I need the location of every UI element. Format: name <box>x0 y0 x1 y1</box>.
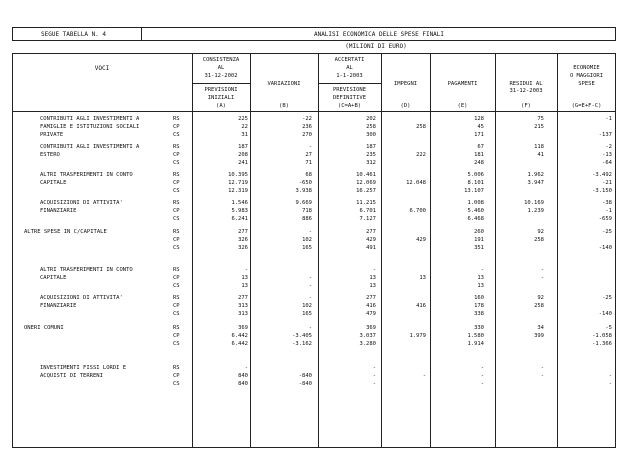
row-label: FINANZIARIE <box>40 208 77 214</box>
table-cell: 13 <box>241 283 248 289</box>
table-cell: 1.580 <box>467 333 484 339</box>
row-label: CAPITALE <box>40 180 67 186</box>
col-header-impegni-code: (D) <box>400 103 411 109</box>
table-cell: - <box>372 373 376 379</box>
table-cell: 479 <box>366 311 376 317</box>
col-divider <box>381 53 382 448</box>
table-cell: 67 <box>477 144 484 150</box>
table-cell: 13 <box>369 275 376 281</box>
col-header-consistenza-2: AL <box>217 65 225 71</box>
table-cell: -840 <box>298 373 312 379</box>
table-cell: 6.442 <box>231 333 248 339</box>
table-cell: -3.492 <box>592 172 612 178</box>
row-code: RS <box>173 295 180 301</box>
table-cell: 34 <box>537 325 544 331</box>
col-header-previsione-def-2: DEFINITIVE <box>332 95 367 101</box>
col-header-previsione-def-1: PREVISIONE <box>332 87 367 93</box>
table-cell: 3.037 <box>359 333 376 339</box>
table-cell: 187 <box>238 144 248 150</box>
row-code: CP <box>173 180 180 186</box>
table-reference: SEGUE TABELLA N. 4 <box>41 31 107 38</box>
table-cell: 75 <box>537 116 544 122</box>
table-cell: 71 <box>305 160 312 166</box>
table-cell: 9.669 <box>295 200 312 206</box>
table-cell: 338 <box>474 311 484 317</box>
col-header-previsioni-1: PREVISIONI <box>204 87 238 93</box>
table-cell: - <box>372 381 376 387</box>
col-header-variazioni: VARIAZIONI <box>267 81 301 87</box>
row-label: ACQUISTI DI TERRENI <box>40 373 103 379</box>
row-code: CS <box>173 160 180 166</box>
col-header-voci: VOCI <box>94 65 110 72</box>
table-cell: -650 <box>298 180 312 186</box>
table-cell: 13 <box>477 275 484 281</box>
table-cell: 7.127 <box>359 216 376 222</box>
table-cell: 92 <box>537 295 544 301</box>
data-table <box>12 53 616 448</box>
col-header-previsione-def-3: (C=A+B) <box>337 103 362 109</box>
row-code: CP <box>173 303 180 309</box>
table-cell: 1.546 <box>231 200 248 206</box>
table-cell: - <box>308 144 312 150</box>
table-cell: 429 <box>416 237 426 243</box>
row-code: CP <box>173 373 180 379</box>
row-code: RS <box>173 325 180 331</box>
table-cell: 258 <box>534 237 544 243</box>
table-cell: - <box>308 325 312 331</box>
table-cell: - <box>308 283 312 289</box>
table-cell: 1.962 <box>527 172 544 178</box>
table-cell: 45 <box>477 124 484 130</box>
col-divider <box>192 53 193 448</box>
table-cell: 13 <box>477 283 484 289</box>
table-cell: - <box>244 365 248 371</box>
col-divider <box>495 53 496 448</box>
table-cell: 718 <box>302 208 312 214</box>
table-cell: -64 <box>602 160 612 166</box>
consistenza-subrule <box>192 83 250 84</box>
row-label: FINANZIARIE <box>40 303 77 309</box>
table-cell: 68 <box>305 172 312 178</box>
table-cell: 225 <box>238 116 248 122</box>
table-cell: - <box>308 295 312 301</box>
table-cell: 1.008 <box>467 200 484 206</box>
row-code: CP <box>173 333 180 339</box>
table-cell: 6.442 <box>231 341 248 347</box>
table-cell: 5.983 <box>231 208 248 214</box>
table-cell: -1.058 <box>592 333 612 339</box>
table-title: ANALISI ECONOMICA DELLE SPESE FINALI <box>313 31 445 38</box>
table-cell: 31 <box>241 132 248 138</box>
col-header-economie-2: O MAGGIORI <box>569 73 604 79</box>
table-cell: 165 <box>302 311 312 317</box>
table-cell: -5 <box>605 325 612 331</box>
table-cell: 369 <box>366 325 376 331</box>
table-cell: 12.319 <box>228 188 248 194</box>
row-code: CP <box>173 275 180 281</box>
row-code: RS <box>173 267 180 273</box>
row-label: FAMIGLIE E ISTITUZIONI SOCIALI <box>40 124 140 130</box>
col-divider <box>430 53 431 448</box>
table-cell: 236 <box>302 124 312 130</box>
table-cell: 399 <box>534 333 544 339</box>
col-header-consistenza-1: CONSISTENZA <box>202 57 240 63</box>
table-cell: 369 <box>238 325 248 331</box>
row-code: CP <box>173 152 180 158</box>
units-caption: (MILIONI DI EURO) <box>345 43 407 50</box>
col-header-residui-1: RESIDUI AL <box>509 81 543 87</box>
table-cell: 277 <box>366 229 376 235</box>
table-cell: 12.719 <box>228 180 248 186</box>
table-cell: 13 <box>369 283 376 289</box>
table-cell: 351 <box>474 245 484 251</box>
table-cell: 241 <box>238 160 248 166</box>
table-cell: -659 <box>598 216 612 222</box>
table-cell: 202 <box>366 116 376 122</box>
table-cell: 1.239 <box>527 208 544 214</box>
col-header-economie-3: SPESE <box>578 81 595 87</box>
col-header-accertati-2: AL <box>346 65 353 71</box>
table-cell: 41 <box>537 152 544 158</box>
table-cell: 840 <box>238 373 248 379</box>
accertati-subrule <box>318 83 381 84</box>
header-divider <box>141 28 142 40</box>
header-bottom-rule <box>12 111 616 112</box>
col-header-pagamenti: PAGAMENTI <box>447 81 478 87</box>
row-code: RS <box>173 116 180 122</box>
table-cell: -140 <box>598 245 612 251</box>
table-cell: 187 <box>366 144 376 150</box>
table-cell: 160 <box>474 295 484 301</box>
row-code: CP <box>173 124 180 130</box>
col-header-variazioni-code: (B) <box>279 103 289 109</box>
table-cell: 840 <box>238 381 248 387</box>
row-code: RS <box>173 200 180 206</box>
col-divider <box>557 53 558 448</box>
table-cell: - <box>308 229 312 235</box>
table-cell: 277 <box>366 295 376 301</box>
col-header-previsioni-2: INIZIALI <box>207 95 235 101</box>
row-code: RS <box>173 229 180 235</box>
table-cell: 1.979 <box>409 333 426 339</box>
table-cell: 171 <box>474 132 484 138</box>
table-cell: - <box>480 267 484 273</box>
table-cell: - <box>308 275 312 281</box>
row-label: ONERI COMUNI <box>24 325 64 331</box>
table-cell: 313 <box>238 311 248 317</box>
table-cell: 102 <box>302 237 312 243</box>
table-cell: 16.257 <box>356 188 376 194</box>
table-cell: 12.069 <box>356 180 376 186</box>
table-cell: 11.215 <box>356 200 376 206</box>
table-cell: - <box>608 381 612 387</box>
table-cell: -13 <box>602 152 612 158</box>
table-cell: 8.101 <box>467 180 484 186</box>
row-code: CS <box>173 188 180 194</box>
row-label: ACQUISIZIONI DI ATTIVITA' <box>40 295 123 301</box>
table-cell: 208 <box>238 152 248 158</box>
table-cell: 235 <box>366 152 376 158</box>
table-cell: 22 <box>241 124 248 130</box>
table-cell: 6.701 <box>359 208 376 214</box>
row-label: PRIVATE <box>40 132 64 138</box>
table-cell: -140 <box>598 311 612 317</box>
table-cell: 191 <box>474 237 484 243</box>
table-cell: -840 <box>298 381 312 387</box>
row-label: ACQUISIZIONI DI ATTIVITA' <box>40 200 123 206</box>
col-divider <box>250 53 251 448</box>
table-cell: 313 <box>238 303 248 309</box>
table-cell: 277 <box>238 295 248 301</box>
row-code: CS <box>173 283 180 289</box>
table-cell: 10.461 <box>356 172 376 178</box>
table-cell: 260 <box>474 229 484 235</box>
table-cell: 416 <box>366 303 376 309</box>
table-cell: 10.395 <box>228 172 248 178</box>
row-label: ALTRE SPESE IN C/CAPITALE <box>24 229 107 235</box>
col-header-consistenza-3: 31-12-2002 <box>204 73 238 79</box>
table-cell: 248 <box>474 160 484 166</box>
table-cell: -25 <box>602 229 612 235</box>
row-label: CAPITALE <box>40 275 67 281</box>
table-cell: -38 <box>602 200 612 206</box>
table-cell: 10.169 <box>524 200 544 206</box>
table-cell: - <box>540 267 544 273</box>
table-cell: 330 <box>474 325 484 331</box>
col-header-accertati-3: 1-1-2003 <box>336 73 363 79</box>
table-cell: 222 <box>416 152 426 158</box>
row-code: CP <box>173 208 180 214</box>
table-cell: - <box>422 373 426 379</box>
row-code: CS <box>173 311 180 317</box>
table-cell: 429 <box>366 237 376 243</box>
table-cell: -3.405 <box>292 333 312 339</box>
col-divider <box>318 53 319 448</box>
table-cell: 277 <box>238 229 248 235</box>
table-cell: -137 <box>598 132 612 138</box>
table-cell: -21 <box>602 180 612 186</box>
table-cell: 312 <box>366 160 376 166</box>
table-cell: -1.366 <box>592 341 612 347</box>
col-header-accertati-1: ACCERTATI <box>334 57 365 63</box>
table-cell: 12.048 <box>406 180 426 186</box>
row-label: ALTRI TRASFERIMENTI IN CONTO <box>40 172 133 178</box>
row-code: CP <box>173 237 180 243</box>
table-cell: 27 <box>305 152 312 158</box>
table-header-bar <box>12 27 616 41</box>
table-cell: -1 <box>605 116 612 122</box>
row-code: CS <box>173 132 180 138</box>
table-cell: 886 <box>302 216 312 222</box>
table-cell: -1 <box>605 208 612 214</box>
table-cell: 5.006 <box>467 172 484 178</box>
table-cell: 6.241 <box>231 216 248 222</box>
table-cell: 5.460 <box>467 208 484 214</box>
table-cell: 128 <box>474 116 484 122</box>
table-cell: 491 <box>366 245 376 251</box>
table-cell: -3.150 <box>592 188 612 194</box>
table-cell: - <box>372 365 376 371</box>
table-cell: 3.280 <box>359 341 376 347</box>
table-cell: 215 <box>534 124 544 130</box>
table-cell: -2 <box>605 144 612 150</box>
row-code: CS <box>173 341 180 347</box>
row-label: CONTRIBUTI AGLI INVESTIMENTI A <box>40 116 140 122</box>
table-cell: - <box>608 373 612 379</box>
table-cell: - <box>372 267 376 273</box>
row-code: CS <box>173 216 180 222</box>
col-header-economie-1: ECONOMIE <box>573 65 600 71</box>
table-cell: - <box>540 275 544 281</box>
table-cell: -25 <box>602 295 612 301</box>
table-cell: 102 <box>302 303 312 309</box>
row-label: ALTRI TRASFERIMENTI IN CONTO <box>40 267 133 273</box>
row-code: RS <box>173 144 180 150</box>
table-cell: -3.162 <box>292 341 312 347</box>
table-cell: 270 <box>302 132 312 138</box>
table-cell: - <box>480 381 484 387</box>
row-code: CS <box>173 381 180 387</box>
table-cell: 326 <box>238 237 248 243</box>
table-cell: 13 <box>241 275 248 281</box>
table-cell: 1.914 <box>467 341 484 347</box>
col-header-previsioni-3: (A) <box>216 103 226 109</box>
table-cell: 181 <box>474 152 484 158</box>
row-code: RS <box>173 172 180 178</box>
table-cell: - <box>540 373 544 379</box>
row-code: CS <box>173 245 180 251</box>
table-cell: - <box>480 365 484 371</box>
row-label: CONTRIBUTI AGLI INVESTIMENTI A <box>40 144 140 150</box>
row-label: INVESTIMENTI FISSI LORDI E <box>40 365 127 371</box>
col-header-economie-4: (G=E+F-C) <box>571 103 602 109</box>
row-label: ESTERO <box>40 152 60 158</box>
table-cell: 6.700 <box>409 208 426 214</box>
table-cell: -22 <box>302 116 312 122</box>
col-header-impegni: IMPEGNI <box>393 81 418 87</box>
table-cell: 258 <box>534 303 544 309</box>
table-cell: 258 <box>416 124 426 130</box>
table-cell: 165 <box>302 245 312 251</box>
table-cell: - <box>480 373 484 379</box>
table-cell: 416 <box>416 303 426 309</box>
table-cell: 326 <box>238 245 248 251</box>
table-cell: 300 <box>366 132 376 138</box>
row-code: RS <box>173 365 180 371</box>
table-cell: 92 <box>537 229 544 235</box>
col-header-residui-3: (F) <box>521 103 531 109</box>
table-cell: 3.947 <box>527 180 544 186</box>
table-cell: 6.468 <box>467 216 484 222</box>
table-cell: 178 <box>474 303 484 309</box>
table-cell: 3.938 <box>295 188 312 194</box>
table-cell: - <box>540 365 544 371</box>
col-header-residui-2: 31-12-2003 <box>509 88 543 94</box>
table-cell: 13 <box>419 275 426 281</box>
table-cell: - <box>244 267 248 273</box>
table-cell: 258 <box>366 124 376 130</box>
table-cell: 118 <box>534 144 544 150</box>
col-header-pagamenti-code: (E) <box>457 103 468 109</box>
table-cell: 13.107 <box>464 188 484 194</box>
